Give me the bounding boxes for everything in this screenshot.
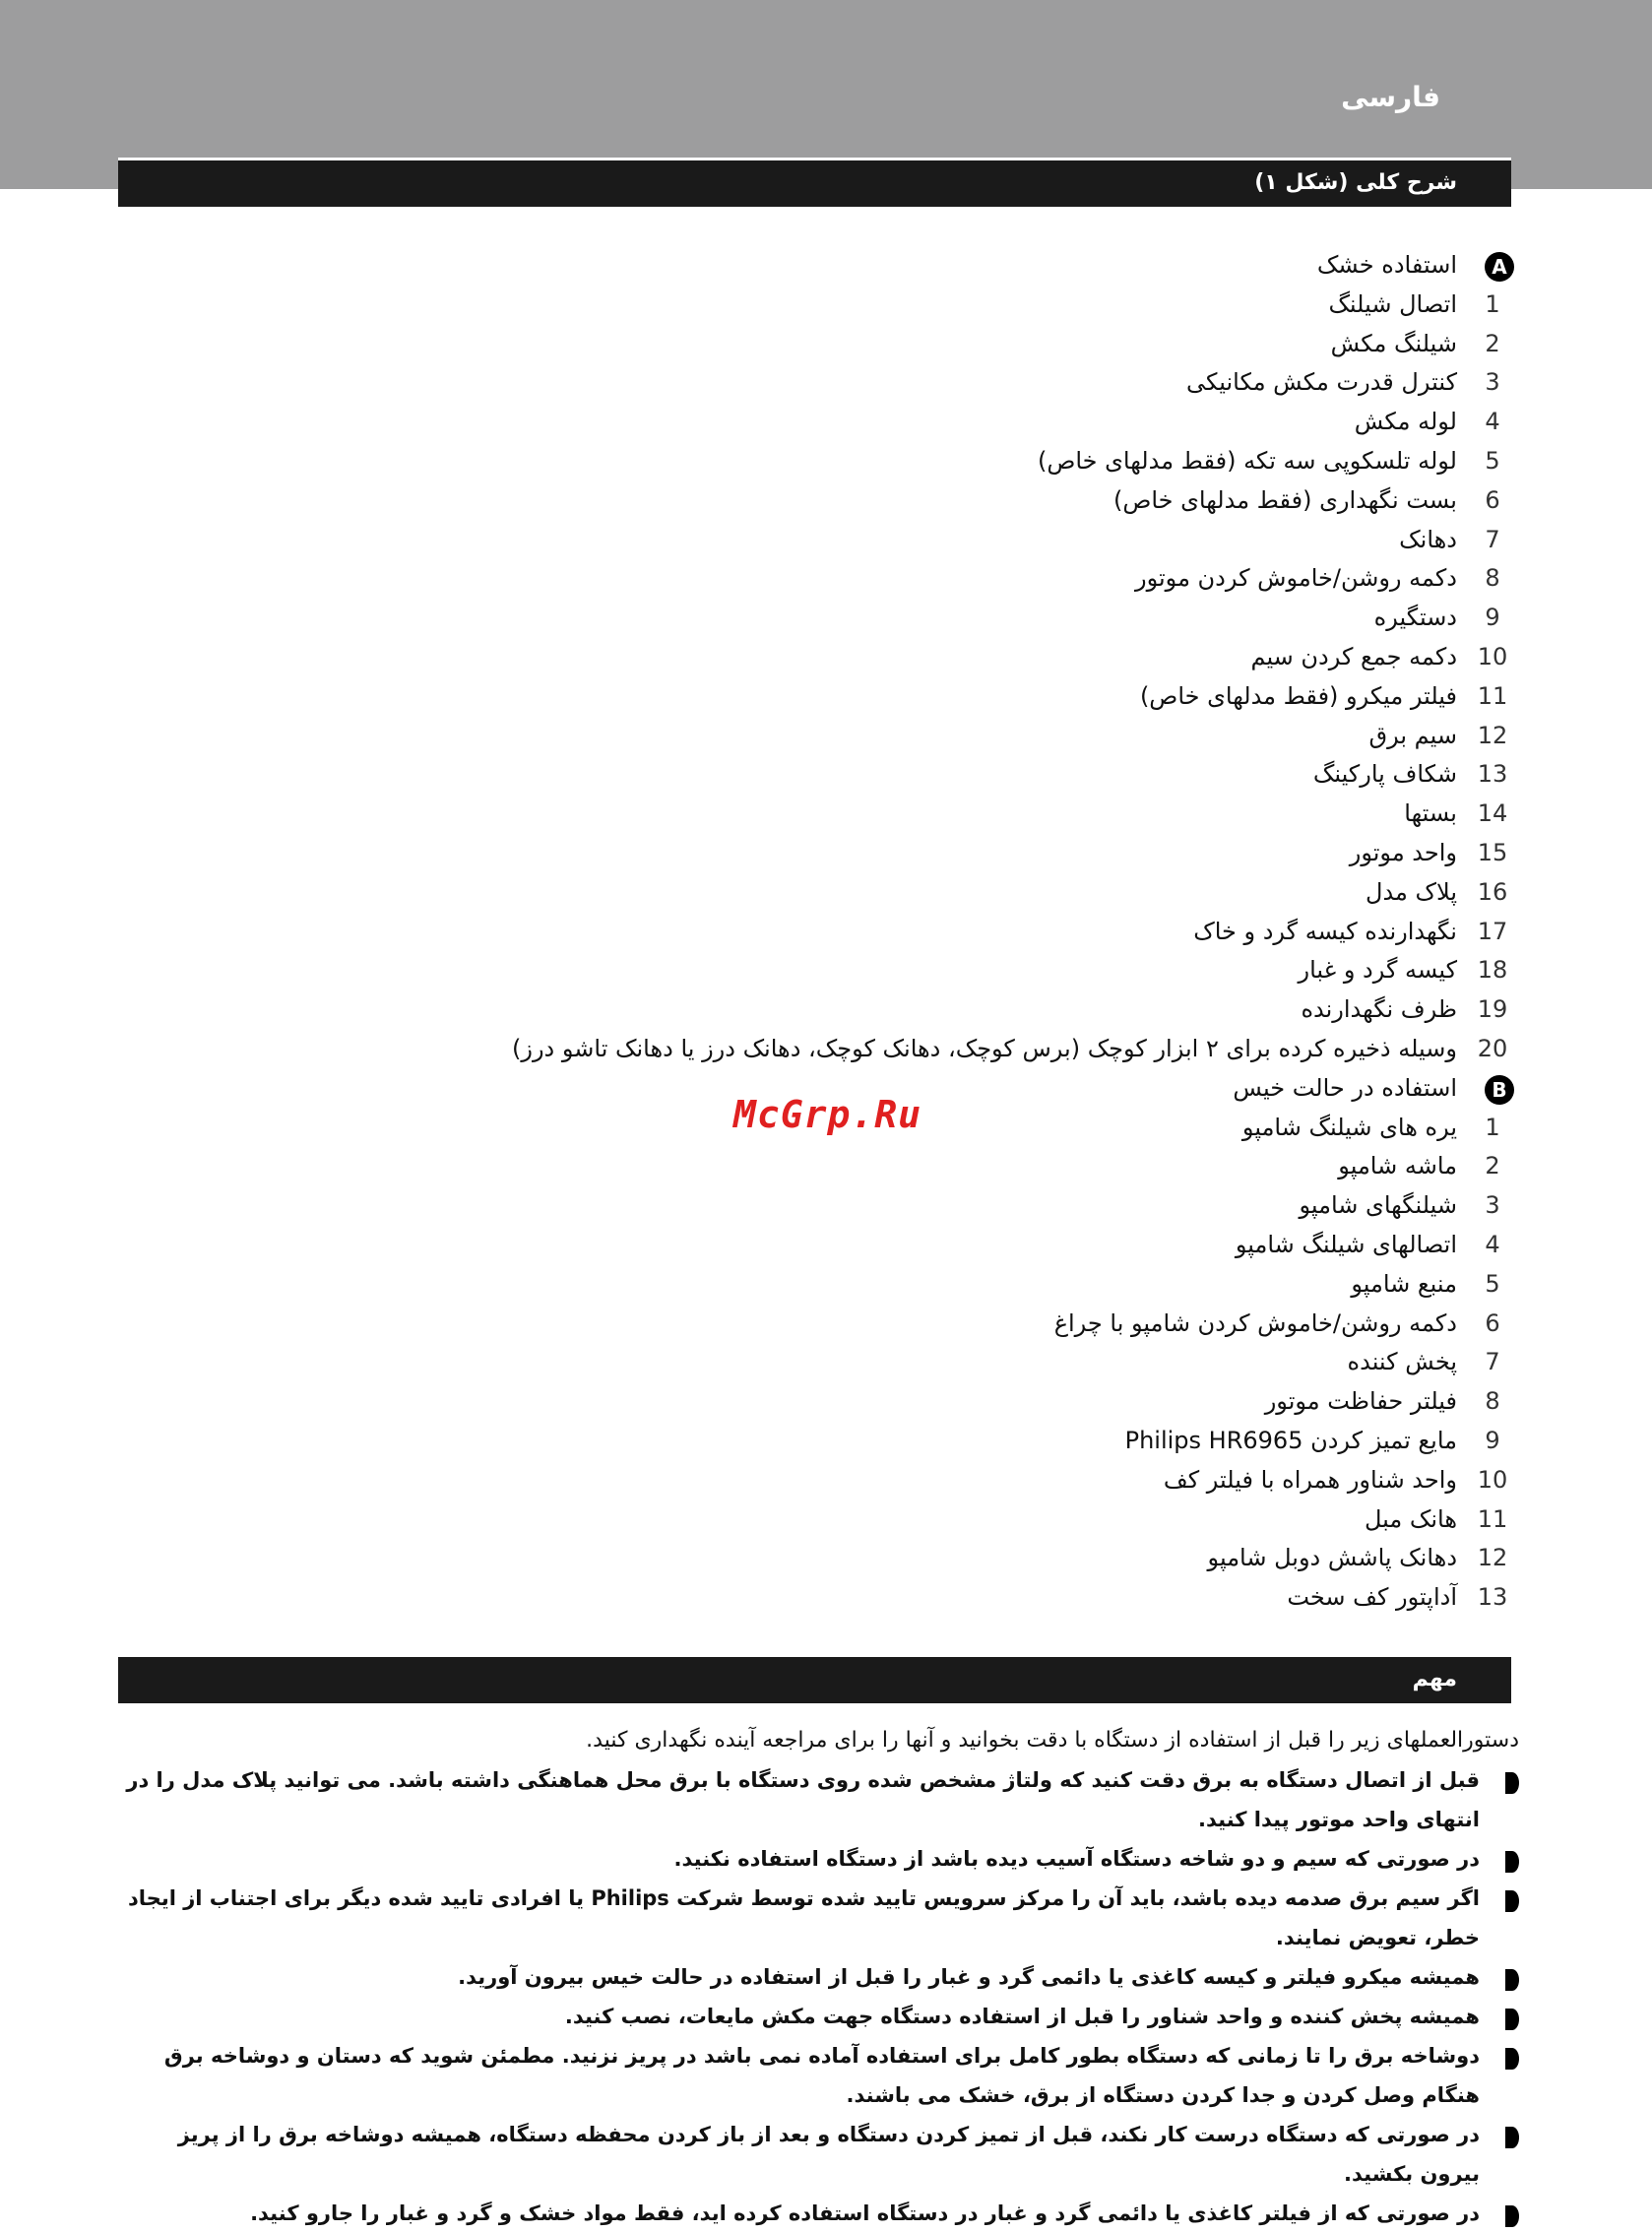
item-label: دهانک پاشش دوبل شامپو	[1207, 1544, 1457, 1572]
item-label: ظرف نگهدارنده	[1301, 995, 1457, 1024]
bullet-item	[121, 2194, 1519, 2233]
bullet-item	[121, 2115, 1519, 2194]
list-item	[0, 873, 1652, 913]
item-number: 2	[1485, 1152, 1500, 1180]
item-number: 4	[1485, 1230, 1500, 1258]
item-number: 5	[1485, 1269, 1500, 1298]
bullet-text: قبل از اتصال دستگاه به برق دقت کنید که ولتاژ مشخص شده روی دستگاه با برق محل هماهنگی داشته باشد. می توانید پلاک مدل را در انتهای واحد موتور پیدا کنید.	[126, 1768, 1480, 1831]
item-number: 7	[1485, 1348, 1500, 1376]
list-item	[0, 990, 1652, 1030]
item-label: منبع شامپو	[1351, 1269, 1457, 1298]
bullet-text: همیشه پخش کننده و واحد شناور را قبل از استفاده دستگاه جهت مکش مایعات، نصب کنید.	[564, 2005, 1480, 2028]
item-number: 4	[1485, 408, 1500, 436]
item-number: 8	[1485, 564, 1500, 593]
item-number: 7	[1485, 525, 1500, 553]
list-item	[0, 246, 1652, 286]
list-item	[0, 325, 1652, 364]
bullet-item	[121, 1760, 1519, 1839]
item-label: لوله تلسکوپی سه تکه (فقط مدلهای خاص)	[1037, 446, 1457, 475]
list-item	[0, 1500, 1652, 1540]
important-intro: دستورالعملهای زیر را قبل از استفاده از دستگاه با دقت بخوانید و آنها را برای مراجعه آینده نگهداری کنید.	[586, 1728, 1519, 1753]
section-title-important: مهم	[118, 1654, 1511, 1703]
language-label: فارسی	[1341, 81, 1440, 113]
overview-list	[0, 246, 1652, 1618]
list-item	[0, 1265, 1652, 1305]
bullet-icon	[1505, 2048, 1519, 2070]
item-label: اتصالهای شیلنگ شامپو	[1235, 1230, 1457, 1258]
item-label: دهانک	[1399, 525, 1457, 553]
list-item	[0, 717, 1652, 756]
item-label: واحد موتور	[1349, 838, 1457, 866]
item-number: 14	[1477, 799, 1508, 828]
list-item	[0, 286, 1652, 325]
item-number: 1	[1485, 289, 1500, 318]
item-number: 13	[1477, 1583, 1508, 1612]
list-item	[0, 1030, 1652, 1069]
list-item	[0, 755, 1652, 795]
item-label: وسیله ذخیره کرده برای ۲ ابزار کوچک (برس کوچک، دهانک کوچک، دهانک درز یا دهانک تاشو درز)	[512, 1034, 1457, 1062]
item-label: مایع تمیز کردن Philips HR6965	[1124, 1426, 1457, 1454]
item-label: واحد شناور همراه با فیلتر کف	[1163, 1465, 1457, 1494]
item-label: یره های شیلنگ شامپو	[1241, 1113, 1457, 1141]
item-number: 17	[1477, 917, 1508, 945]
bullet-icon	[1505, 1890, 1519, 1912]
item-label: فیلتر حفاظت موتور	[1264, 1387, 1457, 1416]
bullet-icon	[1505, 2127, 1519, 2148]
item-label: استفاده در حالت خیس	[1233, 1073, 1457, 1102]
item-number: 12	[1477, 1544, 1508, 1572]
bullet-item	[121, 1839, 1519, 1879]
item-label: سیم برق	[1368, 721, 1457, 749]
bullet-text: در صورتی که سیم و دو شاخه دستگاه آسیب دیده باشد از دستگاه استفاده نکنید.	[673, 1847, 1480, 1871]
item-number: 20	[1477, 1034, 1508, 1062]
list-item	[0, 1186, 1652, 1226]
list-item	[0, 1147, 1652, 1186]
bullet-icon	[1505, 1772, 1519, 1794]
section-badge: A	[1485, 252, 1514, 282]
item-label: کنترل قدرت مکش مکانیکی	[1185, 368, 1457, 397]
item-label: پخش کننده	[1347, 1348, 1457, 1376]
item-number: 19	[1477, 995, 1508, 1024]
item-number: 18	[1477, 956, 1508, 985]
list-item	[0, 1226, 1652, 1265]
bullet-text: در صورتی که دستگاه درست کار نکند، قبل از تمیز کردن دستگاه و بعد از باز کردن محفظه دستگاه، همیشه دوشاخه برق را از پریز بیرون بکشید.	[177, 2123, 1480, 2186]
list-item	[0, 677, 1652, 717]
list-item	[0, 951, 1652, 990]
bullet-item	[121, 1957, 1519, 1997]
bullet-icon	[1505, 2205, 1519, 2227]
list-item	[0, 559, 1652, 599]
item-number: 13	[1477, 760, 1508, 789]
section-title-overview: شرح کلی (شکل ۱)	[118, 158, 1511, 207]
item-label: لوله مکش	[1354, 408, 1457, 436]
list-item	[0, 1461, 1652, 1500]
item-number: 11	[1477, 681, 1508, 710]
watermark: McGrp.Ru	[733, 1093, 922, 1136]
bullet-text: دوشاخه برق را تا زمانی که دستگاه بطور کامل برای استفاده آماده نمی باشد در پریز نزنید. مطمئن شوید که دستان و دوشاخه برق هنگام وصل کردن و جدا کردن دستگاه از برق، خشک می باشند.	[163, 2044, 1480, 2107]
item-label: پلاک مدل	[1366, 877, 1457, 906]
item-label: هانک مبل	[1364, 1504, 1457, 1533]
item-number: 16	[1477, 877, 1508, 906]
list-item	[0, 599, 1652, 638]
item-label: بست نگهداری (فقط مدلهای خاص)	[1112, 485, 1457, 514]
item-label: اتصال شیلنگ	[1328, 289, 1457, 318]
list-item	[0, 481, 1652, 521]
list-item	[0, 363, 1652, 403]
bullet-text: در صورتی که از فیلتر کاغذی یا دائمی گرد و غبار در دستگاه استفاده کرده اید، فقط مواد خشک و گرد و غبار را جارو کنید.	[250, 2201, 1480, 2225]
item-number: 1	[1485, 1113, 1500, 1141]
list-item	[0, 1382, 1652, 1422]
list-item	[0, 521, 1652, 560]
item-number: 3	[1485, 1191, 1500, 1220]
bullet-text: اگر سیم برق صدمه دیده باشد، باید آن را مرکز سرویس تایید شده توسط شرکت Philips یا افرادی تایید شده دیگر برای اجتناب از ایجاد خطر، تعویض نمایند.	[128, 1886, 1480, 1949]
bullet-item	[121, 1997, 1519, 2036]
list-item	[0, 1578, 1652, 1618]
important-list	[121, 1760, 1519, 2233]
item-label: نگهدارنده کیسه گرد و خاک	[1193, 917, 1457, 945]
item-label: دکمه جمع کردن سیم	[1250, 642, 1457, 670]
item-number: 9	[1485, 604, 1500, 632]
item-number: 9	[1485, 1426, 1500, 1454]
item-label: فیلتر میکرو (فقط مدلهای خاص)	[1139, 681, 1457, 710]
item-number: 6	[1485, 1308, 1500, 1337]
item-label: دکمه روشن/خاموش کردن موتور	[1135, 564, 1457, 593]
bullet-item	[121, 1879, 1519, 1957]
list-item	[0, 1343, 1652, 1382]
list-item	[0, 1422, 1652, 1461]
list-item	[0, 638, 1652, 677]
item-number: 2	[1485, 329, 1500, 357]
item-label: ماشه شامپو	[1338, 1152, 1457, 1180]
item-label: شیلنگهای شامپو	[1299, 1191, 1457, 1220]
bullet-icon	[1505, 1969, 1519, 1991]
item-label: کیسه گرد و غبار	[1298, 956, 1457, 985]
list-item	[0, 834, 1652, 873]
item-label: شکاف پارکینگ	[1312, 760, 1457, 789]
bullet-icon	[1505, 2009, 1519, 2030]
list-item	[0, 442, 1652, 481]
item-number: 11	[1477, 1504, 1508, 1533]
item-number: 10	[1477, 1465, 1508, 1494]
bullet-item	[121, 2036, 1519, 2115]
item-number: 3	[1485, 368, 1500, 397]
item-label: بستها	[1404, 799, 1457, 828]
item-number: 8	[1485, 1387, 1500, 1416]
list-item	[0, 795, 1652, 834]
item-label: شیلنگ مکش	[1330, 329, 1457, 357]
bullet-icon	[1505, 1851, 1519, 1873]
item-number: 6	[1485, 485, 1500, 514]
item-label: دستگیره	[1373, 604, 1457, 632]
item-number: 10	[1477, 642, 1508, 670]
item-number: 12	[1477, 721, 1508, 749]
item-label: استفاده خشک	[1316, 251, 1457, 279]
bullet-text: همیشه میکرو فیلتر و کیسه کاغذی یا دائمی گرد و غبار را قبل از استفاده در حالت خیس بیرون آورید.	[458, 1965, 1480, 1989]
item-label: دکمه روشن/خاموش کردن شامپو با چراغ	[1053, 1308, 1457, 1337]
section-badge: B	[1485, 1075, 1514, 1105]
list-item	[0, 913, 1652, 952]
item-number: 15	[1477, 838, 1508, 866]
item-label: آداپتور کف سخت	[1287, 1583, 1457, 1612]
list-item	[0, 1539, 1652, 1578]
list-item	[0, 1305, 1652, 1344]
item-number: 5	[1485, 446, 1500, 475]
list-item	[0, 403, 1652, 442]
